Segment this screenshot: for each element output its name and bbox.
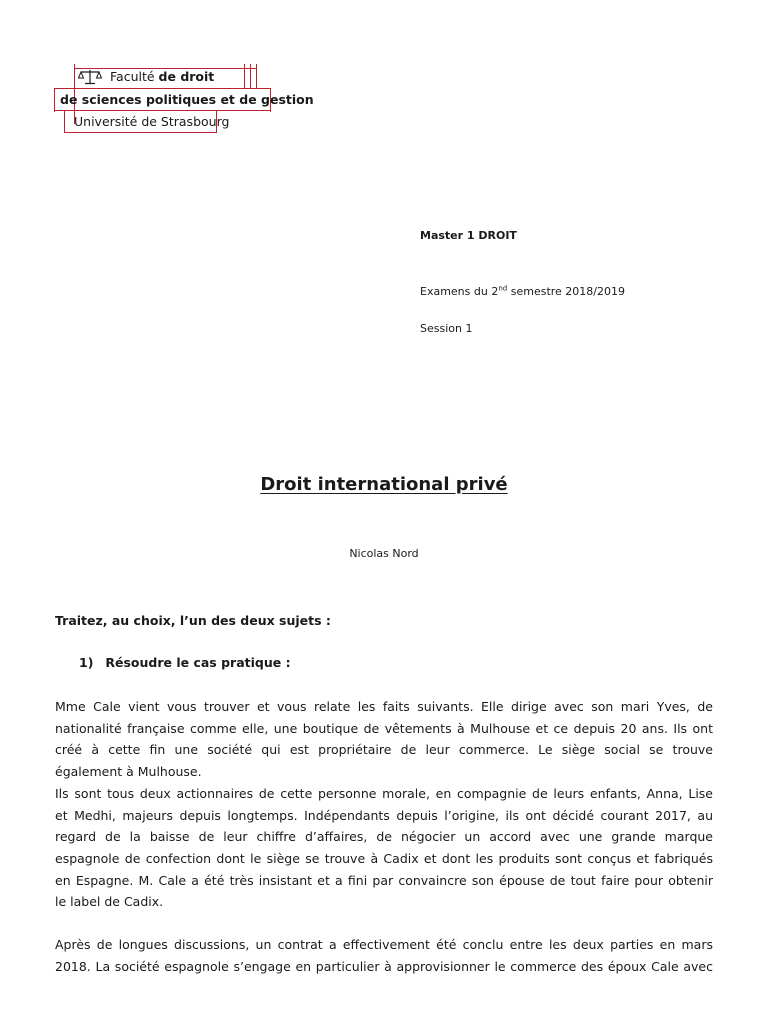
logo-line-1: Faculté de droit xyxy=(110,69,215,84)
text-line: nationalité française comme elle, une boutique de vêtements à Mulhouse et ce depuis 20 ans. Ils ont xyxy=(55,720,713,736)
scales-of-justice-icon xyxy=(78,69,102,85)
text-line: 2018. La société espagnole s’engage en particulier à approvisionner le commerce des époux Cale avec xyxy=(55,958,713,974)
program-label: Master 1 DROIT xyxy=(420,229,517,242)
text-line: espagnole de confection dont le siège se trouve à Cadix et dont les produits sont conçus et fabriqués xyxy=(55,850,713,866)
text-line: Après de longues discussions, un contrat a effectivement été conclu entre les deux parties en mars xyxy=(55,937,713,952)
document-title: Droit international privé xyxy=(260,474,508,495)
author-name: Nicolas Nord xyxy=(349,547,419,560)
text-line: et Medhi, majeurs depuis longtemps. Indépendants depuis l’origine, ils ont décidé courant 2017, au xyxy=(55,807,713,823)
case-paragraph-2 xyxy=(55,934,713,977)
exam-period: Examens du 2nd semestre 2018/2019 xyxy=(420,284,625,298)
instructions-heading: Traitez, au choix, l’un des deux sujets : xyxy=(55,613,331,628)
text-line: Ils sont tous deux actionnaires de cette personne morale, en compagnie de leurs enfants, Anna, Lise xyxy=(55,785,713,801)
session-label: Session 1 xyxy=(420,322,473,335)
text-line: le label de Cadix. xyxy=(55,894,164,910)
text-line: également à Mulhouse. xyxy=(55,764,202,780)
case-paragraph-1 xyxy=(55,696,713,913)
logo-line-2: de sciences politiques et de gestion xyxy=(60,92,314,107)
text-line: regard de la baisse de leur chiffre d’affaires, de négocier un accord avec une grande marque xyxy=(55,829,713,845)
subject-1-heading: 1) Résoudre le cas pratique : xyxy=(79,655,291,670)
text-line: Mme Cale vient vous trouver et vous relate les faits suivants. Elle dirige avec son mari Yves, de xyxy=(55,699,713,714)
logo-line-3: Université de Strasbourg xyxy=(74,114,230,129)
faculty-logo xyxy=(54,64,314,136)
text-line: créé à cette fin une société qui est propriétaire de leur commerce. Le siège social se trouve xyxy=(55,742,713,758)
text-line: en Espagne. M. Cale a été très insistant et a fini par convaincre son épouse de tout faire pour obtenir xyxy=(55,872,713,888)
